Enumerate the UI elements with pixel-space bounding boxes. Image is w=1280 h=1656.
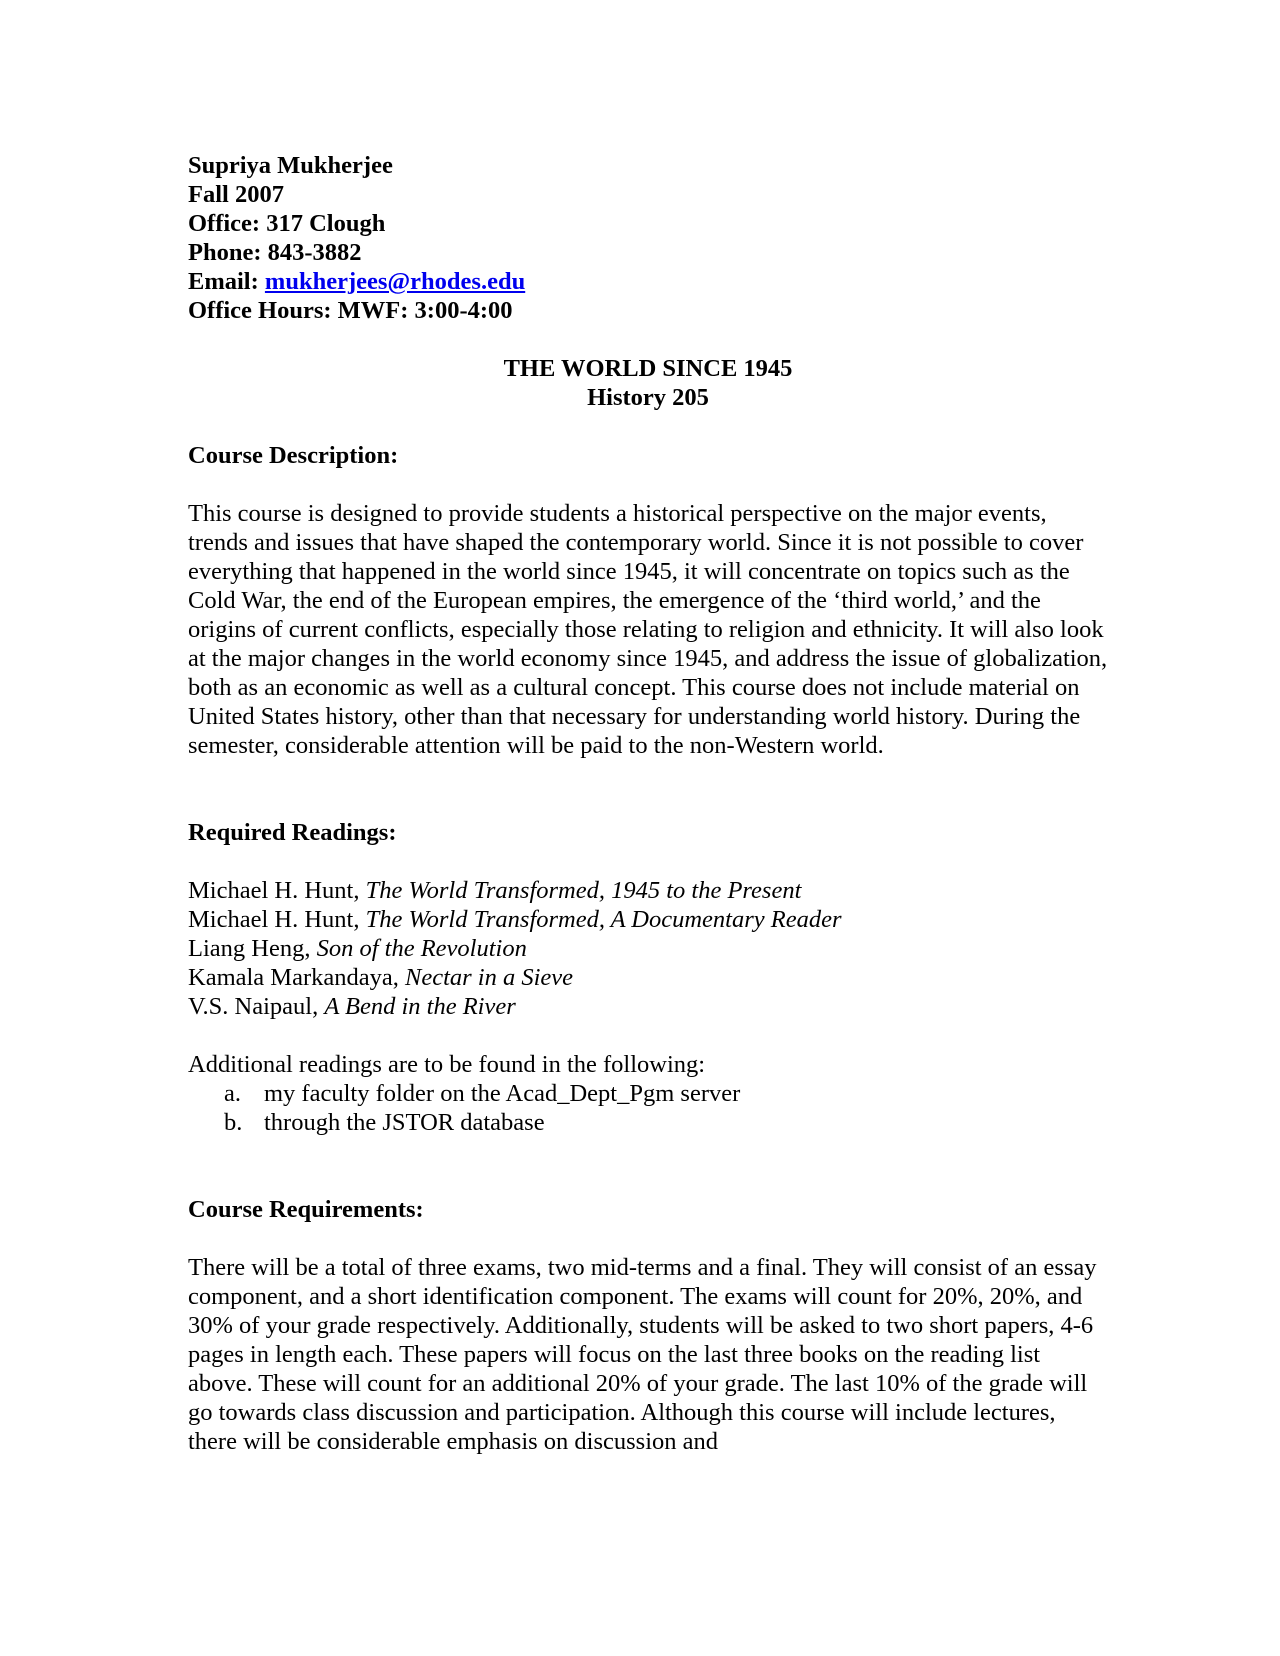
reading-author: Kamala Markandaya, bbox=[188, 964, 405, 991]
instructor-name: Supriya Mukherjee bbox=[188, 152, 393, 179]
list-item-text: my faculty folder on the Acad_Dept_Pgm server bbox=[264, 1080, 741, 1107]
email-label: Email: bbox=[188, 268, 265, 295]
reading-title: A Bend in the River bbox=[324, 993, 516, 1020]
reading-item bbox=[188, 934, 1108, 963]
list-marker: b. bbox=[224, 1109, 243, 1136]
office: Office: 317 Clough bbox=[188, 210, 386, 237]
course-description-text: This course is designed to provide students a historical perspective on the major events, trends and issues that have shaped the contemporary world. Since it is not possible to cover everything that happened in the world since 1945, it will concentrate on topics such as the Cold War, the end of the European empires, the emergence of the ‘third world,’ and the origins of current conflicts, especially those relating to religion and ethnicity. It will also look at the major changes in the world economy since 1945, and address the issue of globalization, both as an economic as well as a cultural concept. This course does not include material on United States history, other than that necessary for understanding world history. During the semester, considerable attention will be paid to the non-Western world. bbox=[188, 500, 1108, 759]
course-requirements-heading: Course Requirements: bbox=[188, 1196, 424, 1223]
list-item-text: through the JSTOR database bbox=[264, 1109, 545, 1136]
additional-readings-list bbox=[188, 1079, 1108, 1137]
reading-item bbox=[188, 876, 1108, 905]
phone: Phone: 843-3882 bbox=[188, 239, 362, 266]
course-requirements-text: There will be a total of three exams, two mid-terms and a final. They will consist of an essay component, and a short identification component. The exams will count for 20%, 20%, and 30% of your grade respectively. Additionally, students will be asked to two short papers, 4-6 pages in length each. These papers will focus on the last three books on the reading list above. These will count for an additional 20% of your grade. The last 10% of the grade will go towards class discussion and participation. Although this course will include lectures, there will be considerable emphasis on discussion and bbox=[188, 1254, 1097, 1455]
list-item bbox=[188, 1079, 1108, 1108]
term: Fall 2007 bbox=[188, 181, 284, 208]
email-line bbox=[188, 267, 1108, 296]
course-number: History 205 bbox=[587, 384, 709, 411]
required-readings-list bbox=[188, 876, 1108, 1021]
course-description-heading: Course Description: bbox=[188, 442, 399, 469]
reading-author: Liang Heng, bbox=[188, 935, 317, 962]
office-hours: Office Hours: MWF: 3:00-4:00 bbox=[188, 297, 513, 324]
additional-readings-intro: Additional readings are to be found in the following: bbox=[188, 1051, 706, 1078]
reading-item bbox=[188, 992, 1108, 1021]
reading-title: Son of the Revolution bbox=[316, 935, 527, 962]
required-readings-heading: Required Readings: bbox=[188, 819, 397, 846]
instructor-info bbox=[188, 151, 1108, 325]
reading-title: The World Transformed, A Documentary Reader bbox=[365, 906, 842, 933]
reading-author: Michael H. Hunt, bbox=[188, 906, 366, 933]
reading-title: Nectar in a Sieve bbox=[405, 964, 574, 991]
email-link[interactable]: mukherjees@rhodes.edu bbox=[264, 268, 526, 295]
course-title bbox=[188, 354, 1108, 412]
list-marker: a. bbox=[224, 1080, 241, 1107]
reading-item bbox=[188, 963, 1108, 992]
reading-author: Michael H. Hunt, bbox=[188, 877, 366, 904]
reading-author: V.S. Naipaul, bbox=[188, 993, 325, 1020]
reading-title: The World Transformed, 1945 to the Present bbox=[365, 877, 802, 904]
reading-item bbox=[188, 905, 1108, 934]
syllabus-page bbox=[188, 151, 1108, 1456]
course-title-line1: THE WORLD SINCE 1945 bbox=[503, 355, 793, 382]
list-item bbox=[188, 1108, 1108, 1137]
